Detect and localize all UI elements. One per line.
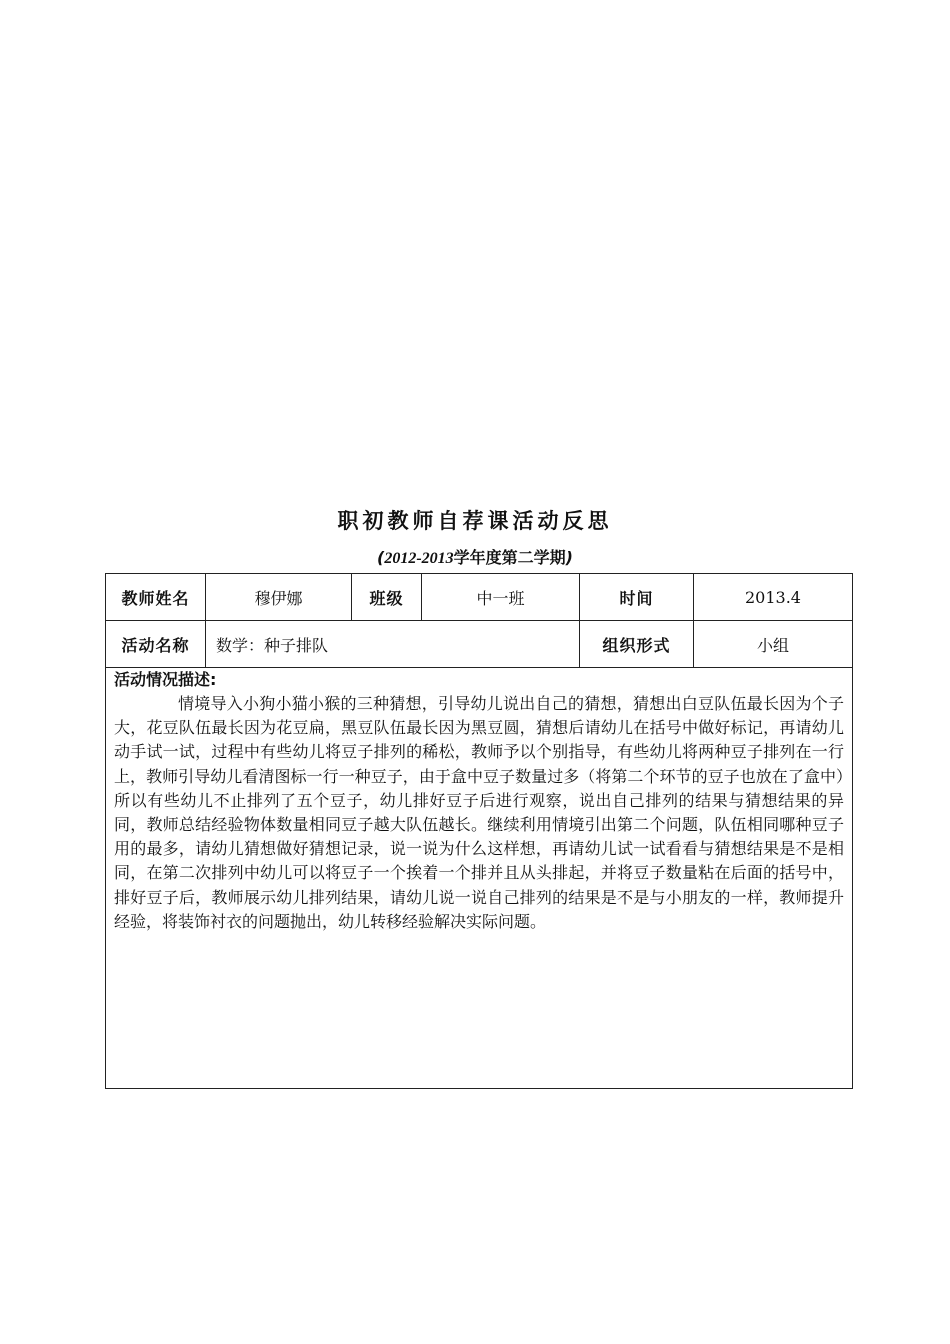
reflection-form-table [105,573,853,1089]
teacher-name-value: 穆伊娜 [206,574,352,621]
subtitle-open-paren: ( [377,548,385,567]
activity-description-text: 情境导入小狗小猫小猴的三种猜想，引导幼儿说出自己的猜想，猜想出白豆队伍最长因为个子大，花豆队伍最长因为花豆扁，黑豆队伍最长因为黑豆圆，猜想后请幼儿在括号中做好标记，再请幼儿动手试一试，过程中有些幼儿将豆子排列的稀松，教师予以个别指导，有些幼儿将两种豆子排列在一行上，教师引导幼儿看清图标一行一种豆子，由于盒中豆子数量过多（将第二个环节的豆子也放在了盒中）所以有些幼儿不止排列了五个豆子，幼儿排好豆子后进行观察，说出自己排列的结果与猜想结果的异同，教师总结经验物体数量相同豆子越大队伍越长。继续利用情境引出第二个问题，队伍相同哪种豆子用的最多，请幼儿猜想做好猜想记录，说一说为什么这样想，再请幼儿试一试看看与猜想结果是不是相同，在第二次排列中幼儿可以将豆子一个挨着一个排并且从头排起，并将豆子数量粘在后面的括号中，排好豆子后，教师展示幼儿排列结果，请幼儿说一说自己排列的结果是不是与小朋友的一样，教师提升经验，将装饰衬衣的问题抛出，幼儿转移经验解决实际问题。 [114,694,844,931]
class-value: 中一班 [422,574,580,621]
activity-name-value: 数学：种子排队 [206,621,580,668]
organization-format-label: 组织形式 [580,621,694,668]
form-row-description [106,668,853,1089]
teacher-name-label: 教师姓名 [106,574,206,621]
time-label: 时间 [580,574,694,621]
form-row-activity [106,621,853,668]
subtitle-term: 学年度第二学期 [453,548,566,567]
activity-name-label: 活动名称 [106,621,206,668]
activity-description-cell [106,668,853,1089]
organization-format-value: 小组 [694,621,853,668]
document-title: 职初教师自荐课活动反思 [337,509,613,533]
time-value: 2013.4 [694,574,853,621]
activity-description-label: 活动情况描述: [114,670,217,689]
class-label: 班级 [352,574,422,621]
subtitle-close-paren: ) [565,548,573,567]
form-row-basic-info [106,574,853,621]
document-subtitle [0,545,950,572]
subtitle-years: 2012-2013 [384,550,454,567]
